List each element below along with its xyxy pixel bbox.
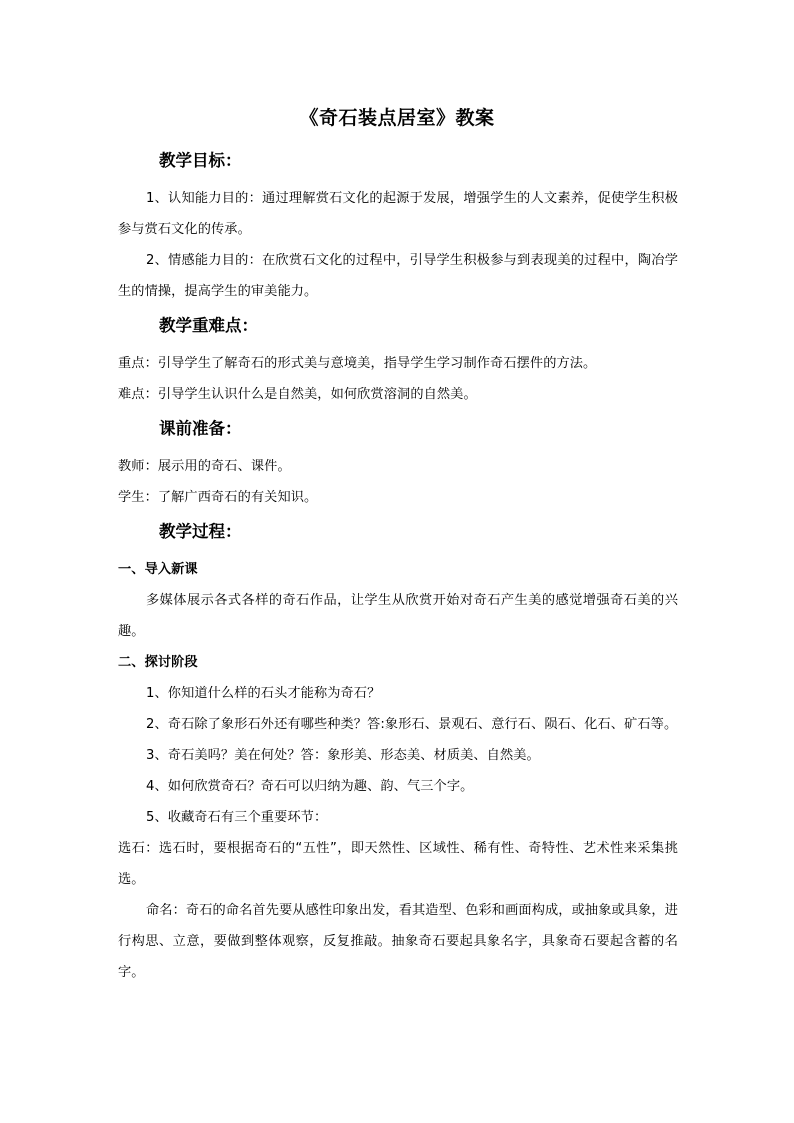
preparation-item-1: 教师：展示用的奇石、课件。 bbox=[118, 459, 291, 474]
key-points-heading: 教学重难点： bbox=[159, 316, 258, 335]
section2-item-2: 2、奇石除了象形石外还有哪些种类？答:象形石、景观石、意行石、陨石、化石、矿石等。 bbox=[146, 717, 678, 732]
section2-item-select: 选石：选石时，要根据奇石的“五性”，即天然性、区域性、稀有性、奇特性、艺术性来采集挑选。 bbox=[118, 841, 678, 887]
section1-heading: 一、导入新课 bbox=[118, 562, 198, 577]
preparation-item-2: 学生：了解广西奇石的有关知识。 bbox=[118, 490, 318, 505]
section2-item-naming: 命名：奇石的命名首先要从感性印象出发，看其造型、色彩和画面构成，或抽象或具象，进行构思、立意，要做到整体观察，反复推敲。抽象奇石要起具象名字，具象奇石要起含蓄的名字。 bbox=[118, 903, 678, 980]
key-point-item-2: 难点：引导学生认识什么是自然美，如何欣赏溶洞的自然美。 bbox=[118, 387, 477, 402]
key-point-item-1: 重点：引导学生了解奇石的形式美与意境美，指导学生学习制作奇石摆件的方法。 bbox=[118, 356, 597, 371]
objectives-heading: 教学目标： bbox=[159, 151, 242, 170]
section2-item-5: 5、收藏奇石有三个重要环节： bbox=[146, 810, 328, 825]
document-body bbox=[118, 150, 678, 988]
section2-item-1: 1、你知道什么样的石头才能称为奇石？ bbox=[146, 686, 381, 701]
objective-item-2: 2、情感能力目的：在欣赏石文化的过程中，引导学生积极参与到表现美的过程中，陶冶学生的情操，提高学生的审美能力。 bbox=[118, 253, 678, 299]
document-title: 《奇石装点居室》教案 bbox=[299, 107, 495, 129]
section2-item-3: 3、奇石美吗？美在何处？答：象形美、形态美、材质美、自然美。 bbox=[146, 748, 540, 763]
section1-text: 多媒体展示各式各样的奇石作品，让学生从欣赏开始对奇石产生美的感觉增强奇石美的兴趣。 bbox=[118, 593, 678, 639]
process-heading: 教学过程： bbox=[159, 522, 242, 541]
section2-heading: 二、探讨阶段 bbox=[118, 655, 198, 670]
preparation-heading: 课前准备： bbox=[159, 419, 242, 438]
objective-item-1: 1、认知能力目的：通过理解赏石文化的起源于发展，增强学生的人文素养，促使学生积极参与赏石文化的传承。 bbox=[118, 191, 678, 237]
section2-item-4: 4、如何欣赏奇石？奇石可以归纳为趣、韵、气三个字。 bbox=[146, 779, 474, 794]
